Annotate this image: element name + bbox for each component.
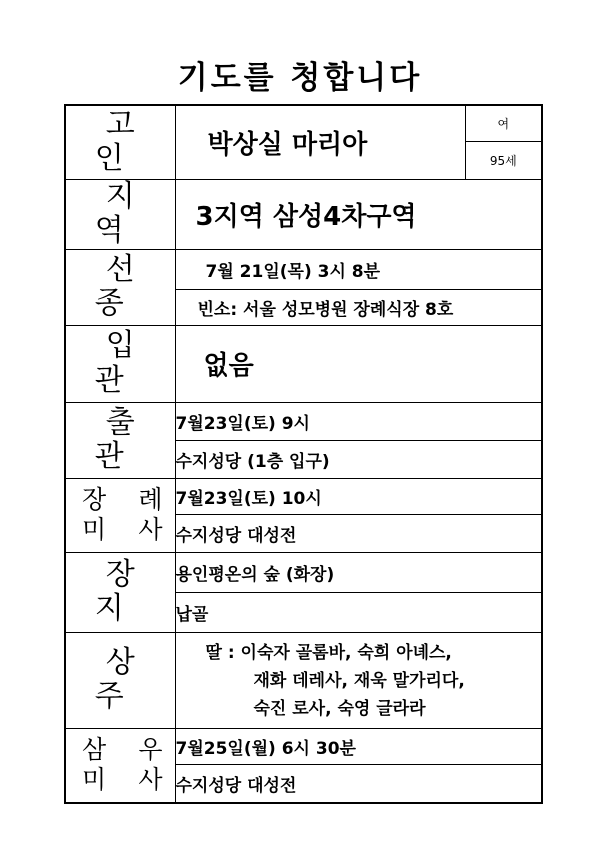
- burial-detail: 납골: [175, 592, 542, 632]
- row-funeral-mass: [65, 478, 542, 514]
- mourners-line-2: 재화 데레사, 재욱 말가리다,: [253, 671, 465, 691]
- label-death: 선 종: [65, 249, 175, 325]
- encoffin-value: 없음: [175, 325, 542, 402]
- label-chief-mourners: 상 주: [65, 632, 175, 728]
- row-third-day-mass: [65, 728, 542, 764]
- funeral-mass-place: 수지성당 대성전: [175, 514, 542, 552]
- label-funeral-mass: 장 례 미 사: [65, 478, 175, 552]
- deceased-gender: 여: [465, 105, 542, 141]
- label-deceased: 고 인: [65, 105, 175, 179]
- label-encoffin: 입 관: [65, 325, 175, 402]
- region-value: 3지역 삼성4차구역: [175, 179, 542, 249]
- burial-place: 용인평온의 숲 (화장): [175, 552, 542, 592]
- notice-table: [64, 104, 543, 804]
- row-departure: [65, 402, 542, 440]
- page-title: 기도를 청합니다: [177, 60, 423, 96]
- third-day-mass-datetime: 7월25일(월) 6시 30분: [175, 728, 542, 764]
- label-burial: 장 지: [65, 552, 175, 632]
- chief-mourners-list: [175, 632, 542, 728]
- departure-datetime: 7월23일(토) 9시: [175, 402, 542, 440]
- mourners-line-3: 숙진 로사, 숙영 글라라: [253, 699, 426, 719]
- death-place: 빈소: 서울 성모병원 장례식장 8호: [175, 289, 542, 325]
- deceased-age: 95세: [465, 141, 542, 179]
- funeral-mass-datetime: 7월23일(토) 10시: [175, 478, 542, 514]
- row-encoffin: [65, 325, 542, 402]
- label-third-day-mass: 삼 우 미 사: [65, 728, 175, 803]
- label-region: 지 역: [65, 179, 175, 249]
- row-chief-mourners: [65, 632, 542, 728]
- mourners-line-1: 딸 : 이숙자 골롬바, 숙희 아녜스,: [205, 643, 452, 663]
- row-burial: [65, 552, 542, 592]
- departure-place: 수지성당 (1층 입구): [175, 440, 542, 478]
- label-departure: 출 관: [65, 402, 175, 478]
- row-death: [65, 249, 542, 289]
- row-region: [65, 179, 542, 249]
- death-datetime: 7월 21일(목) 3시 8분: [175, 249, 542, 289]
- row-deceased: [65, 105, 542, 141]
- deceased-name: 박상실 마리아: [175, 105, 465, 179]
- third-day-mass-place: 수지성당 대성전: [175, 764, 542, 803]
